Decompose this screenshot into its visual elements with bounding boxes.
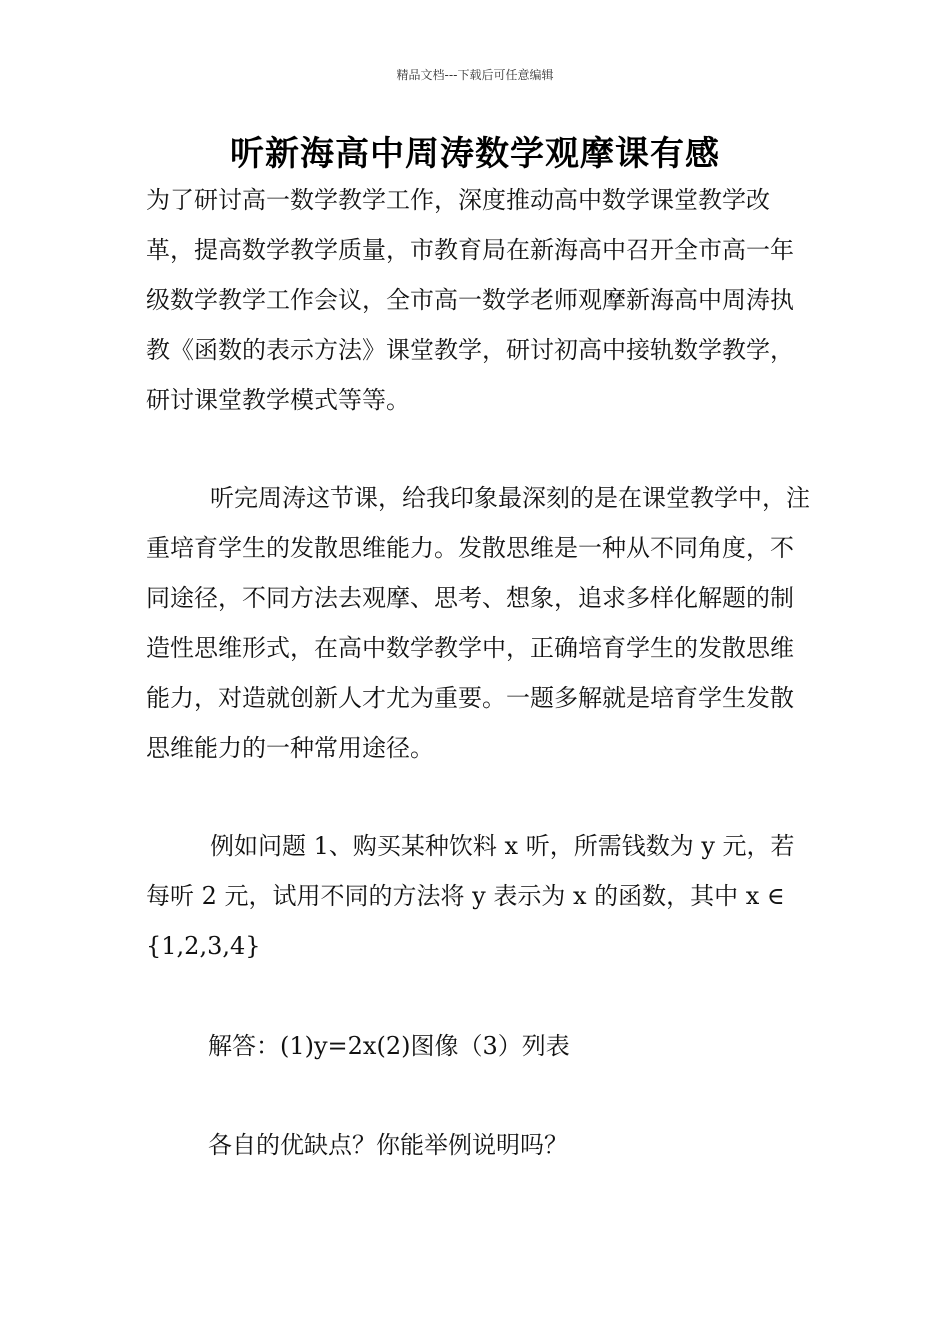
header-note: 精品文档---下载后可任意编辑 xyxy=(396,68,554,82)
paragraph-intro: 为了研讨高一数学教学工作，深度推动高中数学课堂教学改革，提高数学教学质量，市教育局在新海高中召开全市高一年级数学教学工作会议，全市高一数学老师观摩新海高中周涛执教《函数的表示方法》课堂教学，研讨初高中接轨数学教学，研讨课堂教学模式等等。 xyxy=(146,186,794,414)
paragraph-question: 各自的优缺点？你能举例说明吗？ xyxy=(208,1131,568,1159)
document-title: 听新海高中周涛数学观摩课有感 xyxy=(230,134,720,174)
paragraph-example-problem: 例如问题 1、购买某种饮料 x 听，所需钱数为 y 元，若每听 2 元，试用不同的方法将 y 表示为 x 的函数，其中 x ∈ {1,2,3,4} xyxy=(146,832,795,960)
paragraph-answer: 解答：(1)y=2x(2)图像（3）列表 xyxy=(208,1032,570,1060)
paragraph-divergent-thinking: 听完周涛这节课，给我印象最深刻的是在课堂教学中，注重培育学生的发散思维能力。发散思维是一种从不同角度，不同途径，不同方法去观摩、思考、想象，追求多样化解题的制造性思维形式，在高中数学教学中，正确培育学生的发散思维能力，对造就创新人才尤为重要。一题多解就是培育学生发散思维能力的一种常用途径。 xyxy=(146,484,810,762)
